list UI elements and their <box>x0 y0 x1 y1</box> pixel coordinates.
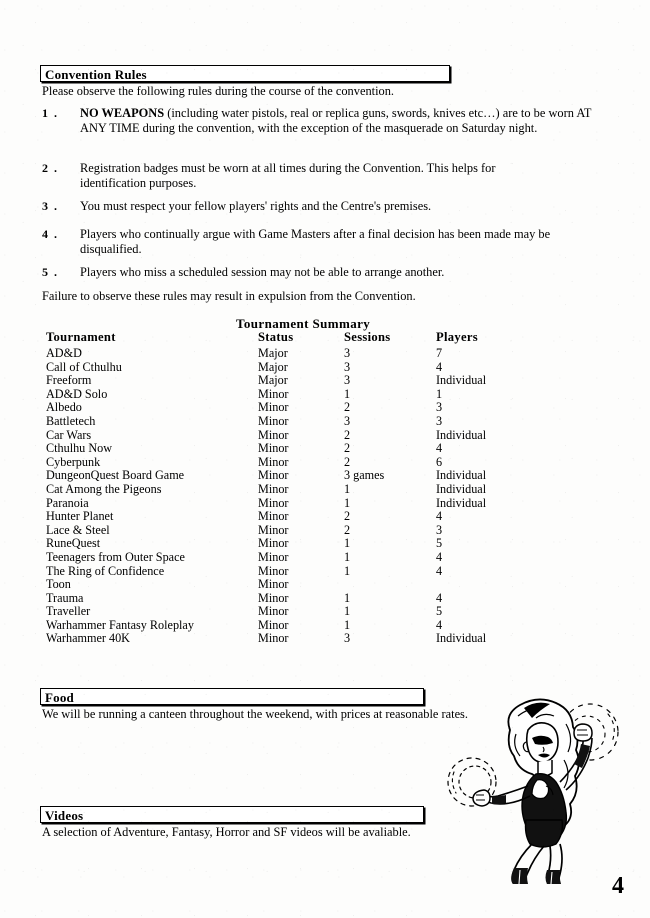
cell-players: 6 <box>436 454 443 469</box>
cell-players: 4 <box>436 359 443 374</box>
cell-name: The Ring of Confidence <box>46 563 165 578</box>
cell-name: Traveller <box>46 604 91 619</box>
table-row <box>46 401 516 415</box>
cell-players: 7 <box>436 346 443 360</box>
cell-sessions: 1 <box>344 590 351 605</box>
cell-players: Individual <box>436 373 487 388</box>
cell-status: Minor <box>258 604 289 619</box>
cell-sessions: 3 <box>344 631 351 646</box>
cell-name: Albedo <box>46 400 82 415</box>
cell-status: Minor <box>258 577 289 592</box>
page-number: 4 <box>612 873 624 899</box>
rule-text-3: You must respect your fellow players' rights and the Centre's premises. <box>80 199 432 213</box>
cell-name: AD&D Solo <box>46 386 108 401</box>
table-row <box>46 605 516 619</box>
cell-status: Minor <box>258 413 289 428</box>
table-row <box>46 429 516 443</box>
convention-rules-closing: Failure to observe these rules may result in expulsion from the Convention. <box>42 289 416 303</box>
table-row <box>46 347 516 361</box>
cell-status: Minor <box>258 468 289 483</box>
cell-players: Individual <box>436 427 487 442</box>
table-row <box>46 374 516 388</box>
rule-item-5 <box>42 265 562 280</box>
rule-number-3: 3 . <box>42 199 59 213</box>
cell-status: Minor <box>258 563 289 578</box>
cell-players: 4 <box>436 590 443 605</box>
food-heading-box <box>40 688 424 705</box>
cell-status: Minor <box>258 536 289 551</box>
left-fist <box>473 790 490 806</box>
cell-status: Minor <box>258 400 289 415</box>
left-glove <box>492 795 506 804</box>
cell-sessions: 3 <box>344 359 351 374</box>
videos-heading-box <box>40 806 424 823</box>
right-fist <box>574 724 592 741</box>
column-header-tournament: Tournament <box>46 330 116 344</box>
cell-status: Minor <box>258 509 289 524</box>
table-row <box>46 388 516 402</box>
table-row <box>46 524 516 538</box>
cell-players <box>436 578 516 592</box>
cell-sessions <box>344 578 436 592</box>
table-row <box>46 578 516 592</box>
cell-name: Hunter Planet <box>46 509 114 524</box>
cell-status: Minor <box>258 617 289 632</box>
table-row <box>46 565 516 579</box>
cell-name: DungeonQuest Board Game <box>46 468 185 483</box>
cell-name: RuneQuest <box>46 536 101 551</box>
videos-heading: Videos <box>45 808 84 823</box>
cell-sessions: 3 <box>344 373 351 388</box>
cell-status: Minor <box>258 522 289 537</box>
illustration-artwork <box>440 694 640 884</box>
cell-name: Warhammer 40K <box>46 631 130 646</box>
cell-sessions: 3 <box>344 346 351 360</box>
cell-name: Battletech <box>46 413 96 428</box>
cell-players: Individual <box>436 481 487 496</box>
cell-players: 3 <box>436 522 443 537</box>
tournament-table-body <box>46 347 516 646</box>
cell-status: Minor <box>258 495 289 510</box>
convention-rules-heading-box <box>40 65 450 82</box>
convention-rules-intro: Please observe the following rules during the course of the convention. <box>42 84 395 98</box>
table-row <box>46 469 516 483</box>
cell-sessions: 2 <box>344 522 351 537</box>
table-row <box>46 537 516 551</box>
cell-name: Teenagers from Outer Space <box>46 549 185 564</box>
cell-players: 3 <box>436 413 443 428</box>
table-header-row <box>46 330 516 347</box>
cell-players: Individual <box>436 631 487 646</box>
cell-players: 3 <box>436 400 443 415</box>
cell-players: 5 <box>436 604 443 619</box>
table-row <box>46 361 516 375</box>
cell-players: Individual <box>436 468 487 483</box>
rule-number-4: 4 . <box>42 227 59 241</box>
cell-name: Car Wars <box>46 427 92 442</box>
back-boot <box>546 870 562 884</box>
column-header-players: Players <box>436 330 478 344</box>
cell-name: Call of Cthulhu <box>46 359 122 374</box>
cell-name: AD&D <box>46 346 82 360</box>
cell-sessions: 1 <box>344 604 351 619</box>
cell-status: Minor <box>258 427 289 442</box>
cell-name: Lace & Steel <box>46 522 110 537</box>
cell-players: 4 <box>436 563 443 578</box>
cell-name: Warhammer Fantasy Roleplay <box>46 617 194 632</box>
rule-lead-1: NO WEAPONS <box>80 106 165 120</box>
cell-name: Cyberpunk <box>46 454 101 469</box>
cell-status: Minor <box>258 590 289 605</box>
cell-players: Individual <box>436 495 487 510</box>
cell-players: 4 <box>436 549 443 564</box>
tournament-summary-title: Tournament Summary <box>236 316 371 331</box>
cell-sessions: 1 <box>344 386 351 401</box>
column-header-sessions: Sessions <box>344 330 391 344</box>
cell-status: Minor <box>258 454 289 469</box>
cell-name: Trauma <box>46 590 84 605</box>
table-row <box>46 619 516 633</box>
cell-status: Minor <box>258 631 289 646</box>
table-row <box>46 510 516 524</box>
cell-players: 1 <box>436 386 443 401</box>
rule-number-2: 2 . <box>42 161 59 175</box>
cell-status: Major <box>258 373 288 388</box>
cell-sessions: 2 <box>344 509 351 524</box>
cell-sessions: 1 <box>344 617 351 632</box>
cell-sessions: 1 <box>344 563 351 578</box>
table-row <box>46 415 516 429</box>
cell-name: Toon <box>46 577 71 592</box>
cell-sessions: 1 <box>344 495 351 510</box>
cell-name: Paranoia <box>46 495 89 510</box>
front-leg-inner <box>525 846 544 884</box>
food-heading: Food <box>45 690 74 705</box>
shorts <box>526 820 563 847</box>
cell-status: Minor <box>258 386 289 401</box>
table-row <box>46 551 516 565</box>
cell-sessions: 2 <box>344 400 351 415</box>
cell-players: 4 <box>436 441 443 456</box>
table-row <box>46 442 516 456</box>
cell-status: Major <box>258 359 288 374</box>
female-figure-illustration <box>440 694 640 884</box>
cell-status: Minor <box>258 441 289 456</box>
rule-text-2: Registration badges must be worn at all times during the Convention. This helps for identification purposes. <box>80 161 496 190</box>
table-row <box>46 497 516 511</box>
rule-text-4: Players who continually argue with Game Masters after a final decision has been made may be disqualified. <box>80 227 551 256</box>
table-row <box>46 632 516 646</box>
rule-item-4 <box>42 227 608 256</box>
column-header-status: Status <box>258 330 294 344</box>
cell-sessions: 1 <box>344 549 351 564</box>
rule-text-1 <box>80 106 608 135</box>
cell-sessions: 2 <box>344 427 351 442</box>
videos-text: A selection of Adventure, Fantasy, Horror and SF videos will be avaliable. <box>42 825 411 839</box>
cell-name: Freeform <box>46 373 92 388</box>
rule-item-2 <box>42 161 542 190</box>
table-row <box>46 456 516 470</box>
table-row <box>46 483 516 497</box>
rule-body-1: (including water pistols, real or replica guns, swords, knives etc…) are to be worn AT ANY TIME during the convention, with the exception of the masquerade on Saturday night. <box>80 106 592 135</box>
rule-number-5: 5 . <box>42 265 59 279</box>
cell-players: 5 <box>436 536 443 551</box>
cell-status: Minor <box>258 549 289 564</box>
cell-name: Cthulhu Now <box>46 441 113 456</box>
cell-sessions: 2 <box>344 454 351 469</box>
cell-players: 4 <box>436 617 443 632</box>
cell-sessions: 2 <box>344 441 351 456</box>
cell-sessions: 3 games <box>344 468 385 483</box>
rule-text-5: Players who miss a scheduled session may not be able to arrange another. <box>80 265 445 279</box>
rule-item-1 <box>42 106 608 135</box>
cell-sessions: 1 <box>344 481 351 496</box>
tournament-table <box>46 330 516 646</box>
rule-number-1: 1 . <box>42 106 59 120</box>
cell-status: Minor <box>258 481 289 496</box>
food-text: We will be running a canteen throughout the weekend, with prices at reasonable rates. <box>42 707 468 721</box>
table-row <box>46 592 516 606</box>
cell-name: Cat Among the Pigeons <box>46 481 162 496</box>
cell-sessions: 3 <box>344 413 351 428</box>
cell-status: Major <box>258 346 288 360</box>
cell-sessions: 1 <box>344 536 351 551</box>
cell-players: 4 <box>436 509 443 524</box>
convention-rules-heading: Convention Rules <box>45 67 147 82</box>
rule-item-3 <box>42 199 542 214</box>
tournament-table-head <box>46 330 516 347</box>
